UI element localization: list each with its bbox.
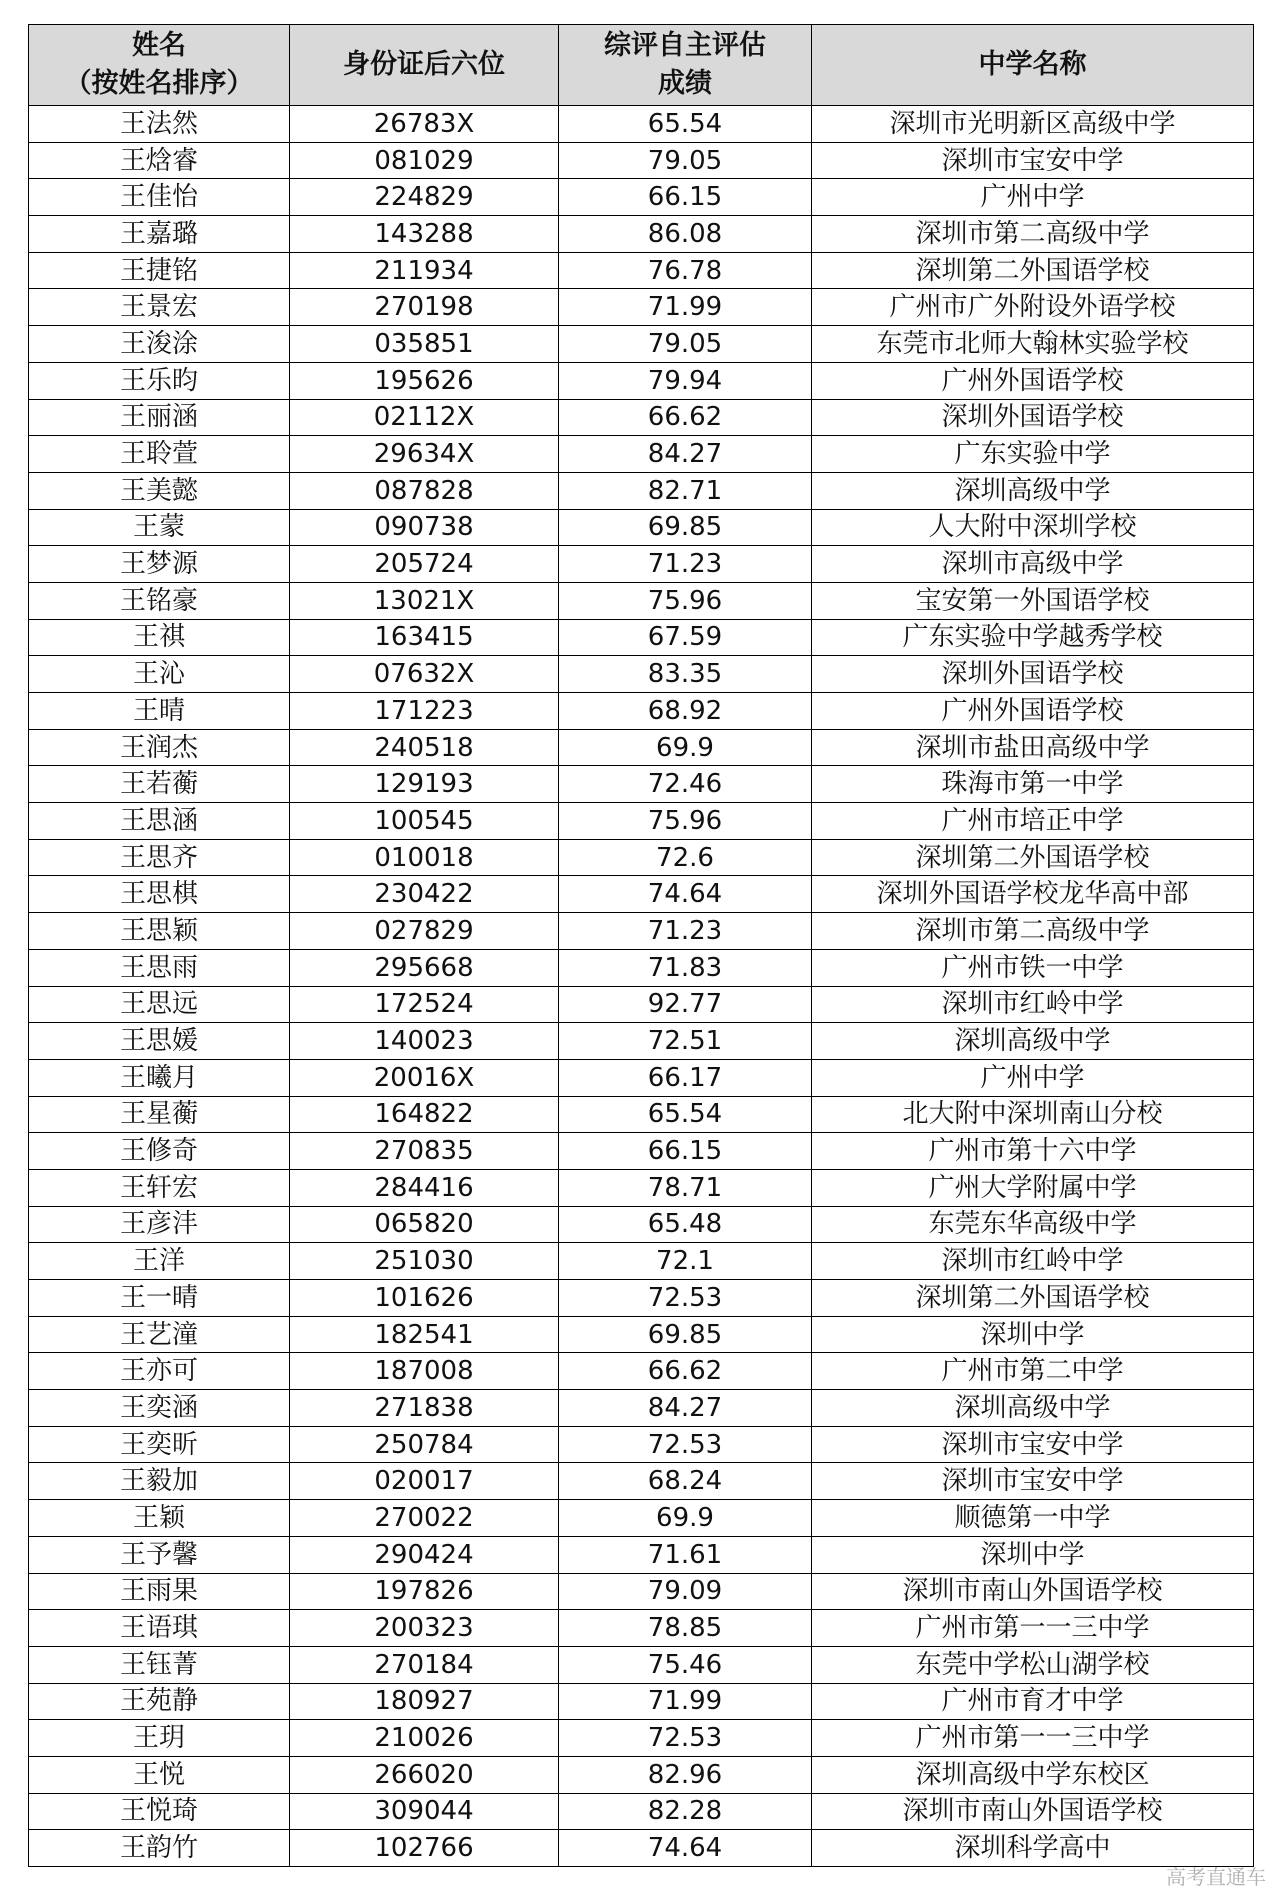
cell-name: 王乐昀 (29, 362, 290, 399)
table-row (29, 582, 1254, 619)
header-school: 中学名称 (812, 25, 1254, 106)
table-row (29, 986, 1254, 1023)
cell-school: 深圳市宝安中学 (812, 1463, 1254, 1500)
cell-id: 163415 (290, 619, 559, 656)
cell-score: 71.83 (559, 949, 812, 986)
cell-score: 75.96 (559, 803, 812, 840)
cell-id: 081029 (290, 142, 559, 179)
cell-id: 182541 (290, 1316, 559, 1353)
cell-score: 82.28 (559, 1793, 812, 1830)
cell-name: 王钰菁 (29, 1646, 290, 1683)
cell-school: 深圳外国语学校龙华高中部 (812, 876, 1254, 913)
table-row (29, 876, 1254, 913)
cell-id: 309044 (290, 1793, 559, 1830)
table-row (29, 949, 1254, 986)
table-row (29, 289, 1254, 326)
cell-score: 72.53 (559, 1426, 812, 1463)
cell-school: 广州中学 (812, 179, 1254, 216)
cell-id: 26783X (290, 106, 559, 143)
cell-school: 深圳科学高中 (812, 1830, 1254, 1867)
cell-id: 187008 (290, 1353, 559, 1390)
table-row (29, 1830, 1254, 1867)
cell-school: 顺德第一中学 (812, 1500, 1254, 1537)
header-score (559, 25, 812, 106)
table-row (29, 179, 1254, 216)
cell-name: 王铭豪 (29, 582, 290, 619)
cell-id: 172524 (290, 986, 559, 1023)
cell-name: 王修奇 (29, 1133, 290, 1170)
cell-id: 171223 (290, 693, 559, 730)
cell-name: 王苑静 (29, 1683, 290, 1720)
table-row (29, 1280, 1254, 1317)
cell-school: 广东实验中学 (812, 436, 1254, 473)
cell-name: 王思雨 (29, 949, 290, 986)
cell-school: 深圳市光明新区高级中学 (812, 106, 1254, 143)
cell-school: 深圳外国语学校 (812, 399, 1254, 436)
cell-id: 270198 (290, 289, 559, 326)
cell-school: 广州市第二中学 (812, 1353, 1254, 1390)
cell-score: 74.64 (559, 1830, 812, 1867)
cell-score: 69.9 (559, 1500, 812, 1537)
cell-name: 王梦源 (29, 546, 290, 583)
cell-id: 200323 (290, 1610, 559, 1647)
cell-name: 王思颖 (29, 913, 290, 950)
cell-score: 69.85 (559, 1316, 812, 1353)
cell-score: 84.27 (559, 1390, 812, 1427)
cell-score: 72.51 (559, 1023, 812, 1060)
cell-school: 深圳市宝安中学 (812, 142, 1254, 179)
cell-score: 71.99 (559, 1683, 812, 1720)
table-row (29, 1536, 1254, 1573)
cell-school: 深圳高级中学东校区 (812, 1756, 1254, 1793)
cell-score: 83.35 (559, 656, 812, 693)
cell-school: 深圳中学 (812, 1316, 1254, 1353)
cell-school: 珠海市第一中学 (812, 766, 1254, 803)
cell-id: 250784 (290, 1426, 559, 1463)
table-row (29, 436, 1254, 473)
cell-id: 284416 (290, 1169, 559, 1206)
table-row (29, 509, 1254, 546)
table-row (29, 803, 1254, 840)
cell-name: 王嘉璐 (29, 216, 290, 253)
cell-id: 020017 (290, 1463, 559, 1500)
cell-id: 100545 (290, 803, 559, 840)
header-score-line1: 综评自主评估 (604, 30, 766, 61)
table-header (29, 25, 1254, 106)
cell-name: 王悦 (29, 1756, 290, 1793)
cell-name: 王润杰 (29, 729, 290, 766)
cell-score: 65.48 (559, 1206, 812, 1243)
cell-school: 广州市育才中学 (812, 1683, 1254, 1720)
table-row (29, 1573, 1254, 1610)
cell-name: 王彦沣 (29, 1206, 290, 1243)
cell-school: 广州市广外附设外语学校 (812, 289, 1254, 326)
table-row (29, 1756, 1254, 1793)
table-row (29, 1353, 1254, 1390)
header-name-line1: 姓名 (132, 30, 186, 61)
cell-school: 北大附中深圳南山分校 (812, 1096, 1254, 1133)
cell-name: 王蒙 (29, 509, 290, 546)
cell-name: 王艺潼 (29, 1316, 290, 1353)
cell-name: 王颖 (29, 1500, 290, 1537)
table-row (29, 216, 1254, 253)
table-row (29, 1646, 1254, 1683)
cell-school: 深圳高级中学 (812, 1023, 1254, 1060)
cell-school: 广州市第十六中学 (812, 1133, 1254, 1170)
header-name-line2: （按姓名排序） (64, 68, 254, 99)
cell-name: 王一晴 (29, 1280, 290, 1317)
cell-name: 王若蘅 (29, 766, 290, 803)
cell-id: 210026 (290, 1720, 559, 1757)
cell-name: 王法然 (29, 106, 290, 143)
cell-score: 68.24 (559, 1463, 812, 1500)
cell-school: 广州大学附属中学 (812, 1169, 1254, 1206)
cell-score: 86.08 (559, 216, 812, 253)
cell-name: 王浚涂 (29, 326, 290, 363)
cell-id: 251030 (290, 1243, 559, 1280)
cell-school: 深圳市第二高级中学 (812, 913, 1254, 950)
cell-school: 深圳市宝安中学 (812, 1426, 1254, 1463)
cell-school: 广州中学 (812, 1059, 1254, 1096)
table-row (29, 252, 1254, 289)
cell-score: 79.94 (559, 362, 812, 399)
cell-name: 王玥 (29, 1720, 290, 1757)
cell-name: 王毅加 (29, 1463, 290, 1500)
cell-id: 129193 (290, 766, 559, 803)
cell-id: 13021X (290, 582, 559, 619)
cell-school: 广州市第一一三中学 (812, 1610, 1254, 1647)
header-name (29, 25, 290, 106)
cell-score: 72.6 (559, 839, 812, 876)
table-row (29, 766, 1254, 803)
cell-name: 王聆萱 (29, 436, 290, 473)
cell-id: 29634X (290, 436, 559, 473)
cell-school: 深圳高级中学 (812, 1390, 1254, 1427)
table-row (29, 142, 1254, 179)
cell-name: 王奕昕 (29, 1426, 290, 1463)
cell-id: 195626 (290, 362, 559, 399)
cell-score: 71.61 (559, 1536, 812, 1573)
cell-id: 101626 (290, 1280, 559, 1317)
table-row (29, 1059, 1254, 1096)
cell-id: 20016X (290, 1059, 559, 1096)
cell-name: 王思涵 (29, 803, 290, 840)
header-score-line2: 成绩 (658, 68, 712, 99)
cell-school: 深圳市盐田高级中学 (812, 729, 1254, 766)
table-row (29, 1096, 1254, 1133)
cell-id: 180927 (290, 1683, 559, 1720)
table-row (29, 1610, 1254, 1647)
table-row (29, 1426, 1254, 1463)
cell-id: 240518 (290, 729, 559, 766)
cell-school: 宝安第一外国语学校 (812, 582, 1254, 619)
cell-school: 广州外国语学校 (812, 362, 1254, 399)
table-row (29, 619, 1254, 656)
cell-score: 69.9 (559, 729, 812, 766)
cell-name: 王沁 (29, 656, 290, 693)
cell-school: 深圳市红岭中学 (812, 1243, 1254, 1280)
cell-id: 270835 (290, 1133, 559, 1170)
table-row (29, 1243, 1254, 1280)
cell-score: 82.96 (559, 1756, 812, 1793)
cell-score: 79.05 (559, 142, 812, 179)
cell-id: 211934 (290, 252, 559, 289)
cell-score: 74.64 (559, 876, 812, 913)
cell-name: 王美懿 (29, 472, 290, 509)
cell-id: 065820 (290, 1206, 559, 1243)
cell-name: 王思媛 (29, 1023, 290, 1060)
cell-name: 王语琪 (29, 1610, 290, 1647)
table-row (29, 1683, 1254, 1720)
table-row (29, 1500, 1254, 1537)
cell-id: 102766 (290, 1830, 559, 1867)
score-table-container (28, 24, 1253, 1867)
cell-name: 王韵竹 (29, 1830, 290, 1867)
table-row (29, 399, 1254, 436)
cell-score: 78.71 (559, 1169, 812, 1206)
cell-score: 72.53 (559, 1280, 812, 1317)
cell-school: 广州市第一一三中学 (812, 1720, 1254, 1757)
cell-name: 王洋 (29, 1243, 290, 1280)
cell-school: 深圳市第二高级中学 (812, 216, 1254, 253)
cell-score: 71.23 (559, 913, 812, 950)
cell-school: 东莞中学松山湖学校 (812, 1646, 1254, 1683)
cell-name: 王雨果 (29, 1573, 290, 1610)
cell-school: 深圳中学 (812, 1536, 1254, 1573)
cell-id: 027829 (290, 913, 559, 950)
cell-id: 035851 (290, 326, 559, 363)
table-row (29, 693, 1254, 730)
cell-school: 深圳第二外国语学校 (812, 252, 1254, 289)
cell-score: 76.78 (559, 252, 812, 289)
cell-school: 广州外国语学校 (812, 693, 1254, 730)
cell-school: 广州市铁一中学 (812, 949, 1254, 986)
cell-name: 王星蘅 (29, 1096, 290, 1133)
cell-name: 王奕涵 (29, 1390, 290, 1427)
table-row (29, 839, 1254, 876)
table-row (29, 656, 1254, 693)
cell-school: 深圳市红岭中学 (812, 986, 1254, 1023)
cell-score: 66.62 (559, 1353, 812, 1390)
cell-score: 65.54 (559, 1096, 812, 1133)
cell-score: 79.05 (559, 326, 812, 363)
table-row (29, 546, 1254, 583)
cell-name: 王思远 (29, 986, 290, 1023)
cell-name: 王祺 (29, 619, 290, 656)
score-table (28, 24, 1254, 1867)
cell-school: 深圳市高级中学 (812, 546, 1254, 583)
table-row (29, 913, 1254, 950)
cell-score: 65.54 (559, 106, 812, 143)
table-row (29, 729, 1254, 766)
cell-school: 人大附中深圳学校 (812, 509, 1254, 546)
table-row (29, 106, 1254, 143)
cell-name: 王景宏 (29, 289, 290, 326)
cell-score: 78.85 (559, 1610, 812, 1647)
header-row (29, 25, 1254, 106)
cell-score: 66.15 (559, 179, 812, 216)
cell-name: 王轩宏 (29, 1169, 290, 1206)
cell-id: 266020 (290, 1756, 559, 1793)
cell-id: 230422 (290, 876, 559, 913)
cell-name: 王悦琦 (29, 1793, 290, 1830)
cell-score: 72.1 (559, 1243, 812, 1280)
cell-id: 270022 (290, 1500, 559, 1537)
cell-name: 王予馨 (29, 1536, 290, 1573)
cell-school: 广东实验中学越秀学校 (812, 619, 1254, 656)
cell-score: 92.77 (559, 986, 812, 1023)
table-row (29, 1793, 1254, 1830)
cell-school: 东莞东华高级中学 (812, 1206, 1254, 1243)
cell-id: 140023 (290, 1023, 559, 1060)
cell-id: 205724 (290, 546, 559, 583)
table-row (29, 1133, 1254, 1170)
cell-score: 84.27 (559, 436, 812, 473)
cell-score: 79.09 (559, 1573, 812, 1610)
cell-id: 290424 (290, 1536, 559, 1573)
cell-school: 深圳高级中学 (812, 472, 1254, 509)
cell-score: 66.17 (559, 1059, 812, 1096)
cell-id: 02112X (290, 399, 559, 436)
cell-score: 71.23 (559, 546, 812, 583)
cell-school: 深圳市南山外国语学校 (812, 1573, 1254, 1610)
cell-school: 深圳第二外国语学校 (812, 839, 1254, 876)
cell-score: 66.15 (559, 1133, 812, 1170)
cell-school: 深圳第二外国语学校 (812, 1280, 1254, 1317)
cell-name: 王焓睿 (29, 142, 290, 179)
cell-score: 71.99 (559, 289, 812, 326)
table-body (29, 106, 1254, 1867)
cell-score: 72.46 (559, 766, 812, 803)
cell-school: 东莞市北师大翰林实验学校 (812, 326, 1254, 363)
cell-id: 271838 (290, 1390, 559, 1427)
cell-score: 69.85 (559, 509, 812, 546)
table-row (29, 472, 1254, 509)
table-row (29, 1169, 1254, 1206)
cell-name: 王亦可 (29, 1353, 290, 1390)
cell-score: 75.96 (559, 582, 812, 619)
cell-school: 广州市培正中学 (812, 803, 1254, 840)
header-id: 身份证后六位 (290, 25, 559, 106)
cell-name: 王晴 (29, 693, 290, 730)
watermark: 高考直通车 (1166, 1865, 1266, 1889)
cell-id: 010018 (290, 839, 559, 876)
table-row (29, 1023, 1254, 1060)
cell-id: 164822 (290, 1096, 559, 1133)
cell-score: 66.62 (559, 399, 812, 436)
cell-school: 深圳外国语学校 (812, 656, 1254, 693)
cell-name: 王佳怡 (29, 179, 290, 216)
cell-id: 087828 (290, 472, 559, 509)
table-row (29, 1206, 1254, 1243)
cell-school: 深圳市南山外国语学校 (812, 1793, 1254, 1830)
cell-name: 王曦月 (29, 1059, 290, 1096)
cell-score: 72.53 (559, 1720, 812, 1757)
cell-score: 67.59 (559, 619, 812, 656)
cell-id: 197826 (290, 1573, 559, 1610)
cell-id: 143288 (290, 216, 559, 253)
cell-score: 82.71 (559, 472, 812, 509)
table-row (29, 362, 1254, 399)
table-row (29, 1390, 1254, 1427)
cell-id: 270184 (290, 1646, 559, 1683)
cell-score: 68.92 (559, 693, 812, 730)
cell-id: 224829 (290, 179, 559, 216)
cell-id: 295668 (290, 949, 559, 986)
table-row (29, 1720, 1254, 1757)
table-row (29, 1316, 1254, 1353)
cell-name: 王丽涵 (29, 399, 290, 436)
cell-id: 07632X (290, 656, 559, 693)
cell-name: 王思棋 (29, 876, 290, 913)
cell-name: 王捷铭 (29, 252, 290, 289)
cell-name: 王思齐 (29, 839, 290, 876)
cell-id: 090738 (290, 509, 559, 546)
table-row (29, 326, 1254, 363)
cell-score: 75.46 (559, 1646, 812, 1683)
table-row (29, 1463, 1254, 1500)
